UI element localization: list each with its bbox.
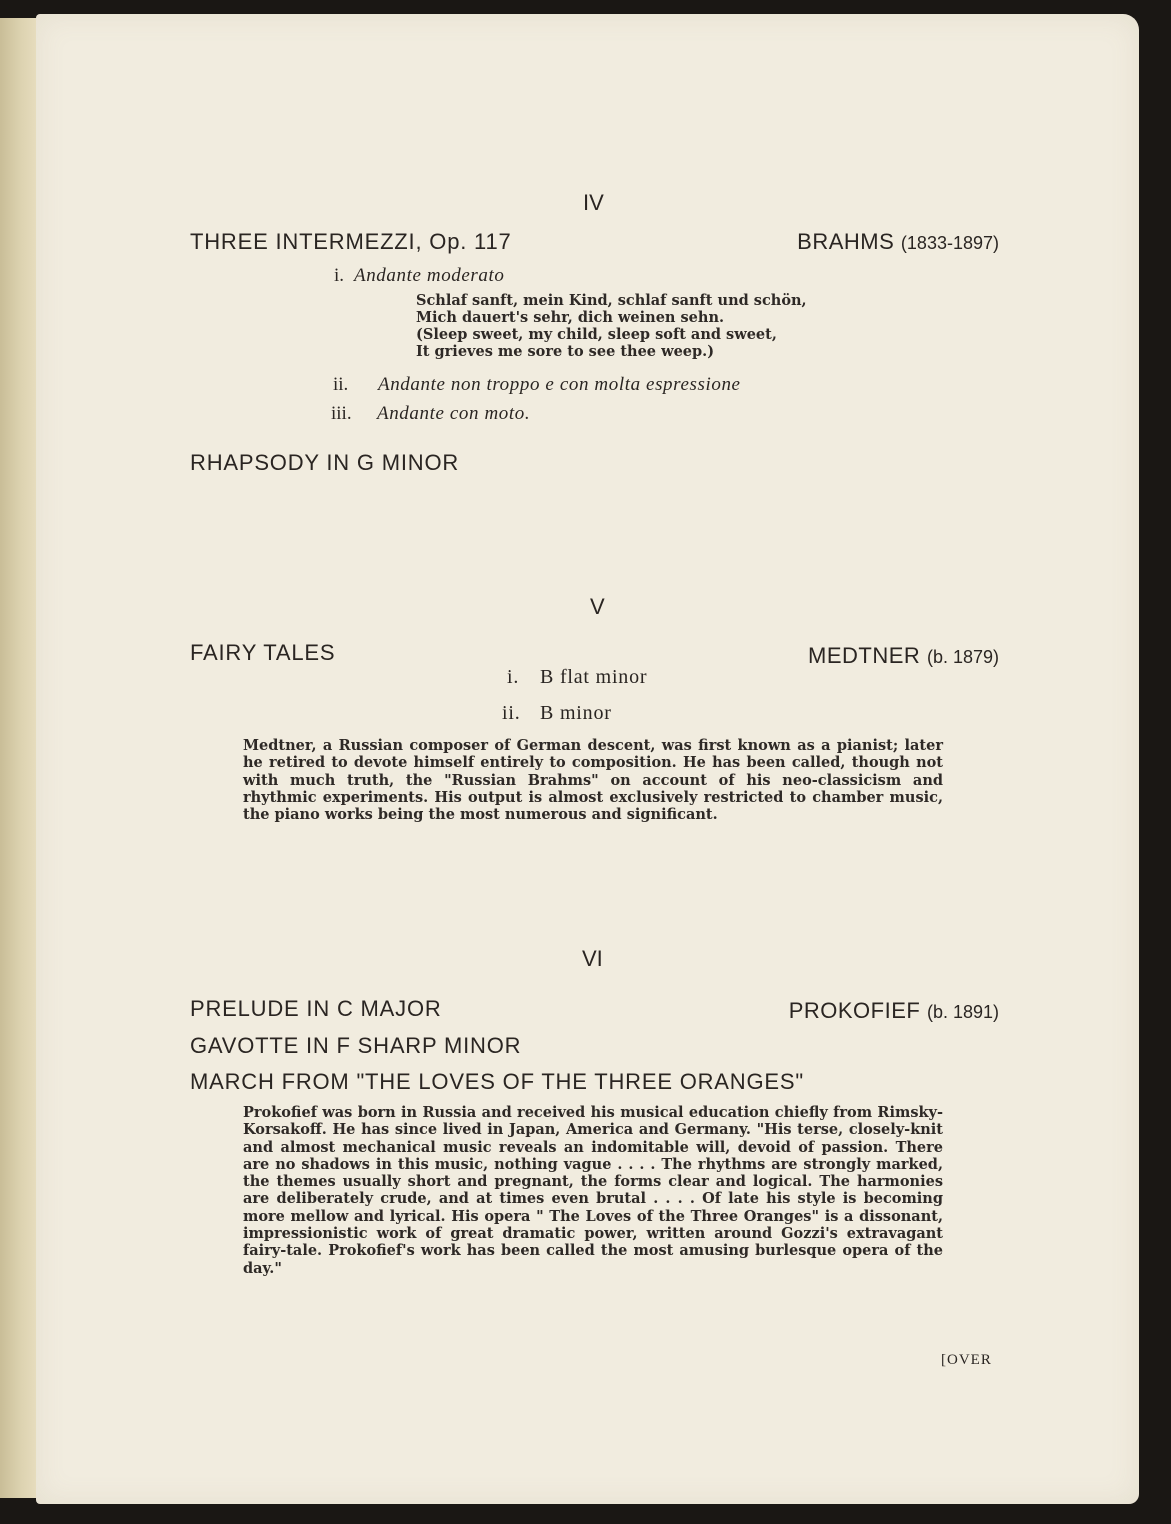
work-title-fairy-tales: FAIRY TALES: [190, 640, 336, 665]
work-title-prelude: PRELUDE IN C MAJOR: [190, 996, 442, 1021]
work-title-gavotte: GAVOTTE IN F SHARP MINOR: [190, 1033, 522, 1058]
verse-line: (Sleep sweet, my child, sleep soft and sweet,: [416, 326, 777, 343]
work-title-three-intermezzi: THREE INTERMEZZI, Op. 117: [190, 229, 512, 254]
program-note-medtner: Medtner, a Russian composer of German descent, was first known as a pianist; later he retired to devote himself entirely to composition. He has been called, though not with much truth, the "Russian Brahms" on account of his neo-classicism and rhythmic experiments. His output is almost exclusively restricted to chamber music, the piano works being the most numerous and significant.: [243, 737, 943, 824]
movement-number: i.: [507, 666, 520, 688]
over-page-marker: [OVER: [941, 1352, 992, 1368]
movement-tempo: Andante con moto.: [377, 403, 531, 424]
section-numeral-v: V: [590, 594, 605, 619]
composer-prokofief: [789, 998, 999, 1024]
movement-number: ii.: [333, 374, 349, 395]
work-title-rhapsody: RHAPSODY IN G MINOR: [190, 450, 460, 475]
movement-key: B minor: [540, 702, 612, 724]
section-numeral-vi: VI: [582, 946, 603, 971]
movement-number: i.: [334, 265, 345, 286]
verse-line: Schlaf sanft, mein Kind, schlaf sanft und schön,: [416, 292, 807, 309]
movement-tempo: Andante moderato: [354, 265, 505, 286]
movement-tempo: Andante non troppo e con molta espressione: [378, 374, 741, 395]
program-note-prokofief: Prokofief was born in Russia and received his musical education chiefly from Rimsky-Korsakoff. He has since lived in Japan, America and Germany. "His terse, closely-knit and almost mechanical music reveals an indomitable will, devoid of passion. There are no shadows in this music, nothing vague . . . . The rhythms are strongly marked, the themes usually short and pregnant, the forms clear and logical. The harmonies are deliberately crude, and at times even brutal . . . . Of late his style is becoming more mellow and lyrical. His opera " The Loves of the Three Oranges" is a dissonant, impressionistic work of great dramatic power, written around Gozzi's extravagant fairy-tale. Prokofief's work has been called the most amusing burlesque opera of the day.": [243, 1104, 943, 1277]
work-title-march: MARCH FROM "THE LOVES OF THE THREE ORANGES": [190, 1069, 804, 1094]
composer-name: MEDTNER: [808, 643, 921, 668]
verse-line: Mich dauert's sehr, dich weinen sehn.: [416, 309, 725, 326]
composer-name: PROKOFIEF: [788, 998, 921, 1023]
composer-medtner: [808, 643, 999, 669]
composer-dates: (1833-1897): [900, 233, 999, 253]
verse-line: It grieves me sore to see thee weep.): [416, 343, 715, 360]
composer-dates: (b. 1891): [926, 1002, 999, 1022]
movement-number: iii.: [331, 403, 352, 424]
movement-number: ii.: [502, 702, 521, 724]
composer-brahms: [797, 229, 999, 255]
section-numeral-iv: IV: [583, 190, 604, 215]
adjacent-page-edge: [0, 18, 36, 1498]
composer-dates: (b. 1879): [926, 647, 999, 667]
movement-key: B flat minor: [540, 666, 648, 688]
composer-name: BRAHMS: [797, 229, 895, 254]
